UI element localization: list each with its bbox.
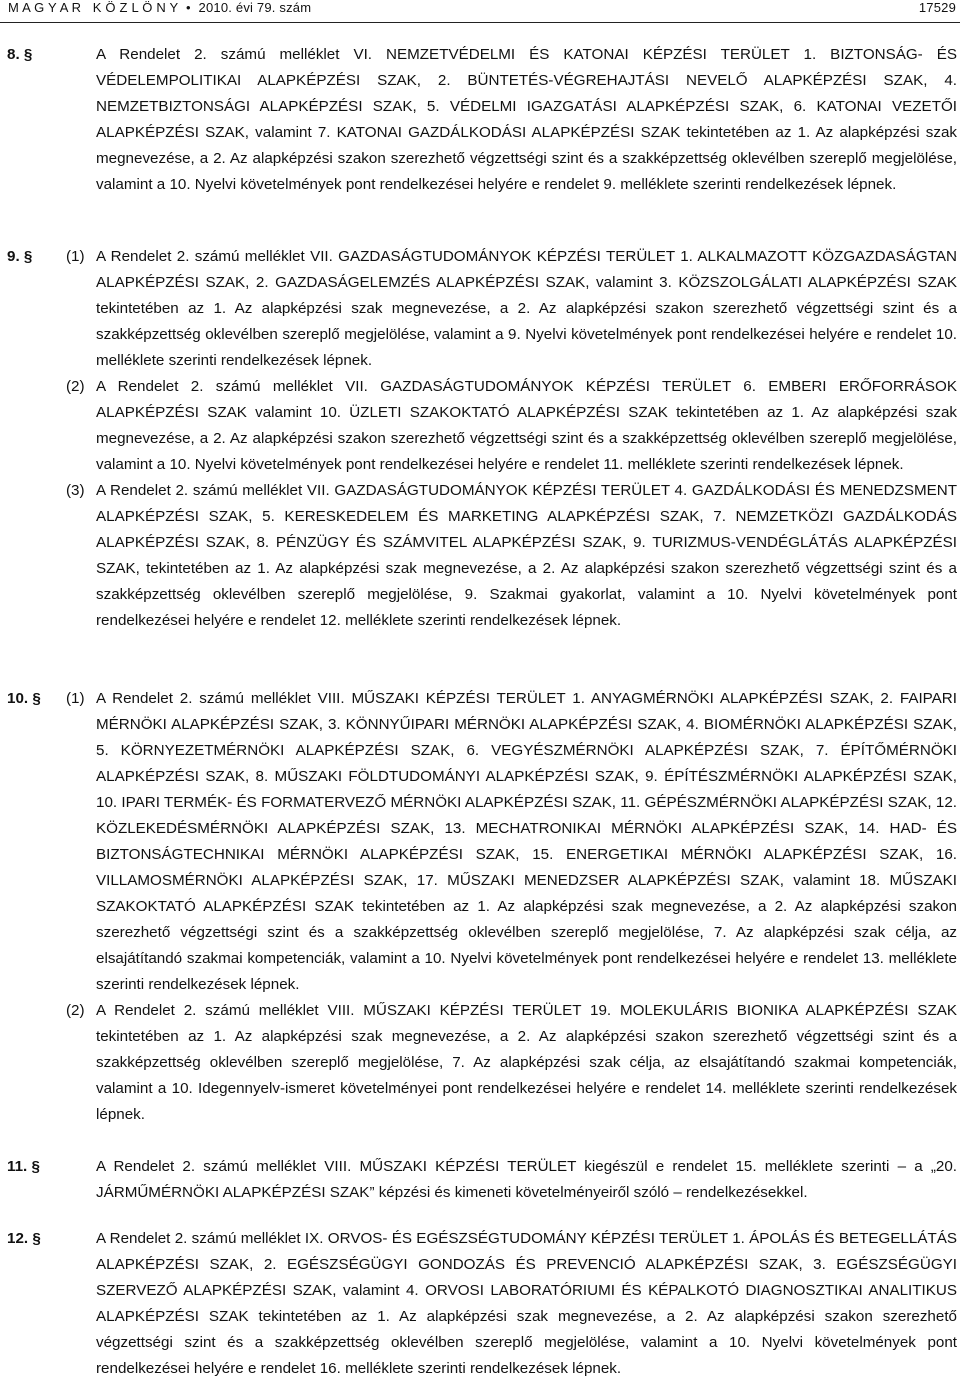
paragraph: [0, 1226, 960, 1382]
section-10: [0, 686, 960, 1128]
paragraph-text: A Rendelet 2. számú melléklet VIII. MŰSZAKI KÉPZÉSI TERÜLET kiegészül e rendelet 15. melléklete szerinti – a „20. JÁRMŰMÉRNÖKI ALAPKÉPZÉSI SZAK” képzési és kimeneti követelményeiről szóló – rendelkezésekkel.: [96, 1158, 957, 1201]
paragraph-label: (3): [66, 482, 85, 499]
paragraph: [0, 998, 960, 1128]
paragraph-text: A Rendelet 2. számú melléklet VII. GAZDASÁGTUDOMÁNYOK KÉPZÉSI TERÜLET 6. EMBERI ERŐFORRÁSOK ALAPKÉPZÉSI SZAK valamint 10. ÜZLETI SZAKOKTATÓ ALAPKÉPZÉSI SZAK tekintetében az 1. Az alapképzési szak megnevezése, a 2. Az alapképzési szakon szerezhető végzettségi szint és a szakképzettség oklevélben szereplő megjelölése, valamint a 10. Nyelvi követelmények pont rendelkezései helyére e rendelet 11. melléklete szerinti rendelkezések lépnek.: [96, 378, 957, 473]
section-number: 9. §: [7, 248, 33, 265]
paragraph-text: A Rendelet 2. számú melléklet VII. GAZDASÁGTUDOMÁNYOK KÉPZÉSI TERÜLET 4. GAZDÁLKODÁSI ÉS MENEDZSMENT ALAPKÉPZÉSI SZAK, 5. KERESKEDELEM ÉS MARKETING ALAPKÉPZÉSI SZAK, 7. NEMZETKÖZI GAZDÁLKODÁS ALAPKÉPZÉSI SZAK, 8. PÉNZÜGY ÉS SZÁMVITEL ALAPKÉPZÉSI SZAK, 9. TURIZMUS-VENDÉGLÁTÁS ALAPKÉPZÉSI SZAK, tekintetében az 1. Az alapképzési szak megnevezése, a 2. Az alapképzési szakon szerezhető végzettségi szint és a szakképzettség oklevélben szereplő megjelölése, 9. Szakmai gyakorlat, valamint a 10. Nyelvi követelmények pont rendelkezései helyére e rendelet 12. melléklete szerinti rendelkezések lépnek.: [96, 482, 957, 629]
paragraph: [0, 244, 960, 374]
section-number: 10. §: [7, 690, 41, 707]
section-11: [0, 1154, 960, 1206]
section-8: [0, 42, 960, 198]
section-number: 12. §: [7, 1230, 41, 1247]
paragraph: [0, 1154, 960, 1206]
paragraph: [0, 374, 960, 478]
header-rule: [0, 22, 960, 23]
journal-title: M A G Y A R K Ö Z L Ö N Y: [8, 0, 179, 15]
paragraph-text: A Rendelet 2. számú melléklet IX. ORVOS- ÉS EGÉSZSÉGTUDOMÁNY KÉPZÉSI TERÜLET 1. ÁPOLÁS ÉS BETEGELLÁTÁS ALAPKÉPZÉSI SZAK, 2. EGÉSZSÉGÜGYI GONDOZÁS ÉS PREVENCIÓ ALAPKÉPZÉSI SZAK, 3. EGÉSZSÉGÜGYI SZERVEZŐ ALAPKÉPZÉSI SZAK, valamint 4. ORVOSI LABORATÓRIUMI ÉS KÉPALKOTÓ DIAGNOSZTIKAI ANALITIKUS ALAPKÉPZÉSI SZAK tekintetében az 1. Az alapképzési szak megnevezése, a 2. Az alapképzési szakon szerezhető végzettségi szint és a szakképzettség oklevélben szereplő megjelölése, valamint a 10. Nyelvi követelmények pont rendelkezései helyére e rendelet 16. melléklete szerinti rendelkezések lépnek.: [96, 1230, 957, 1377]
section-12: [0, 1226, 960, 1382]
header-left: [8, 0, 311, 15]
paragraph-text: A Rendelet 2. számú melléklet VII. GAZDASÁGTUDOMÁNYOK KÉPZÉSI TERÜLET 1. ALKALMAZOTT KÖZGAZDASÁGTAN ALAPKÉPZÉSI SZAK, 2. GAZDASÁGELEMZÉS ALAPKÉPZÉSI SZAK, valamint 3. KÖZSZOLGÁLATI ALAPKÉPZÉSI SZAK tekintetében az 1. Az alapképzési szak megnevezése, a 2. Az alapképzési szakon szerezhető végzettségi szint és a szakképzettség oklevélben szereplő megjelölése, valamint a 9. Nyelvi követelmények pont rendelkezései helyére e rendelet 10. melléklete szerinti rendelkezések lépnek.: [96, 248, 957, 369]
page-number: 17529: [918, 0, 956, 15]
section-number: 11. §: [7, 1158, 40, 1175]
section-number: 8. §: [7, 46, 33, 63]
issue-label: 2010. évi 79. szám: [198, 0, 312, 15]
paragraph-label: (1): [66, 248, 85, 265]
paragraph: [0, 478, 960, 634]
paragraph-text: A Rendelet 2. számú melléklet VIII. MŰSZAKI KÉPZÉSI TERÜLET 1. ANYAGMÉRNÖKI ALAPKÉPZÉSI SZAK, 2. FAIPARI MÉRNÖKI ALAPKÉPZÉSI SZAK, 3. KÖNNYŰIPARI MÉRNÖKI ALAPKÉPZÉSI SZAK, 4. BIOMÉRNÖKI ALAPKÉPZÉSI SZAK, 5. KÖRNYEZETMÉRNÖKI ALAPKÉPZÉSI SZAK, 6. VEGYÉSZMÉRNÖKI ALAPKÉPZÉSI SZAK, 7. ÉPÍTŐMÉRNÖKI ALAPKÉPZÉSI SZAK, 8. MŰSZAKI FÖLDTUDOMÁNYI ALAPKÉPZÉSI SZAK, 9. ÉPÍTÉSZMÉRNÖKI ALAPKÉPZÉSI SZAK, 10. IPARI TERMÉK- ÉS FORMATERVEZŐ MÉRNÖKI ALAPKÉPZÉSI SZAK, 11. GÉPÉSZMÉRNÖKI ALAPKÉPZÉSI SZAK, 12. KÖZLEKEDÉSMÉRNÖKI ALAPKÉPZÉSI SZAK, 13. MECHATRONIKAI MÉRNÖKI ALAPKÉPZÉSI SZAK, 14. HAD- ÉS BIZTONSÁGTECHNIKAI MÉRNÖKI ALAPKÉPZÉSI SZAK, 15. ENERGETIKAI MÉRNÖKI ALAPKÉPZÉSI SZAK, 16. VILLAMOSMÉRNÖKI ALAPKÉPZÉSI SZAK, 17. MŰSZAKI MENEDZSER ALAPKÉPZÉSI SZAK, valamint 18. MŰSZAKI SZAKOKTATÓ ALAPKÉPZÉSI SZAK tekintetében az 1. Az alapképzési szak megnevezése, a 2. Az alapképzési szakon szerezhető végzettségi szint és a szakképzettség oklevélben szereplő megjelölése, 7. Az alapképzési szak célja, az elsajátítandó szakmai kompetenciák, valamint a 10. Nyelvi követelmények pont rendelkezései helyére e rendelet 13. melléklete szerinti rendelkezések lépnek.: [96, 690, 957, 993]
paragraph: [0, 686, 960, 998]
paragraph: [0, 42, 960, 198]
page-header: [8, 0, 956, 22]
paragraph-text: A Rendelet 2. számú melléklet VIII. MŰSZAKI KÉPZÉSI TERÜLET 19. MOLEKULÁRIS BIONIKA ALAPKÉPZÉSI SZAK tekintetében az 1. Az alapképzési szak megnevezése, a 2. Az alapképzési szakon szerezhető végzettségi szint és a szakképzettség oklevélben szereplő megjelölése, 7. Az alapképzési szak célja, az elsajátítandó szakmai kompetenciák, valamint a 10. Idegennyelv-ismeret követelményei pont rendelkezései helyére e rendelet 14. melléklete szerinti rendelkezések lépnek.: [96, 1002, 957, 1123]
paragraph-text: A Rendelet 2. számú melléklet VI. NEMZETVÉDELMI ÉS KATONAI KÉPZÉSI TERÜLET 1. BIZTONSÁG- ÉS VÉDELEMPOLITIKAI ALAPKÉPZÉSI SZAK, 2. BÜNTETÉS-VÉGREHAJTÁSI NEVELŐ ALAPKÉPZÉSI SZAK, 4. NEMZETBIZTONSÁGI ALAPKÉPZÉSI SZAK, 5. VÉDELMI IGAZGATÁSI ALAPKÉPZÉSI SZAK, 6. KATONAI VEZETŐI ALAPKÉPZÉSI SZAK, valamint 7. KATONAI GAZDÁLKODÁSI ALAPKÉPZÉSI SZAK tekintetében az 1. Az alapképzési szak megnevezése, a 2. Az alapképzési szakon szerezhető végzettségi szint és a szakképzettség oklevélben szereplő megjelölése, valamint a 10. Nyelvi követelmények pont rendelkezései helyére e rendelet 9. melléklete szerinti rendelkezések lépnek.: [96, 46, 957, 193]
paragraph-label: (1): [66, 690, 85, 707]
header-separator: •: [185, 0, 191, 15]
paragraph-label: (2): [66, 378, 85, 395]
section-9: [0, 244, 960, 634]
paragraph-label: (2): [66, 1002, 85, 1019]
